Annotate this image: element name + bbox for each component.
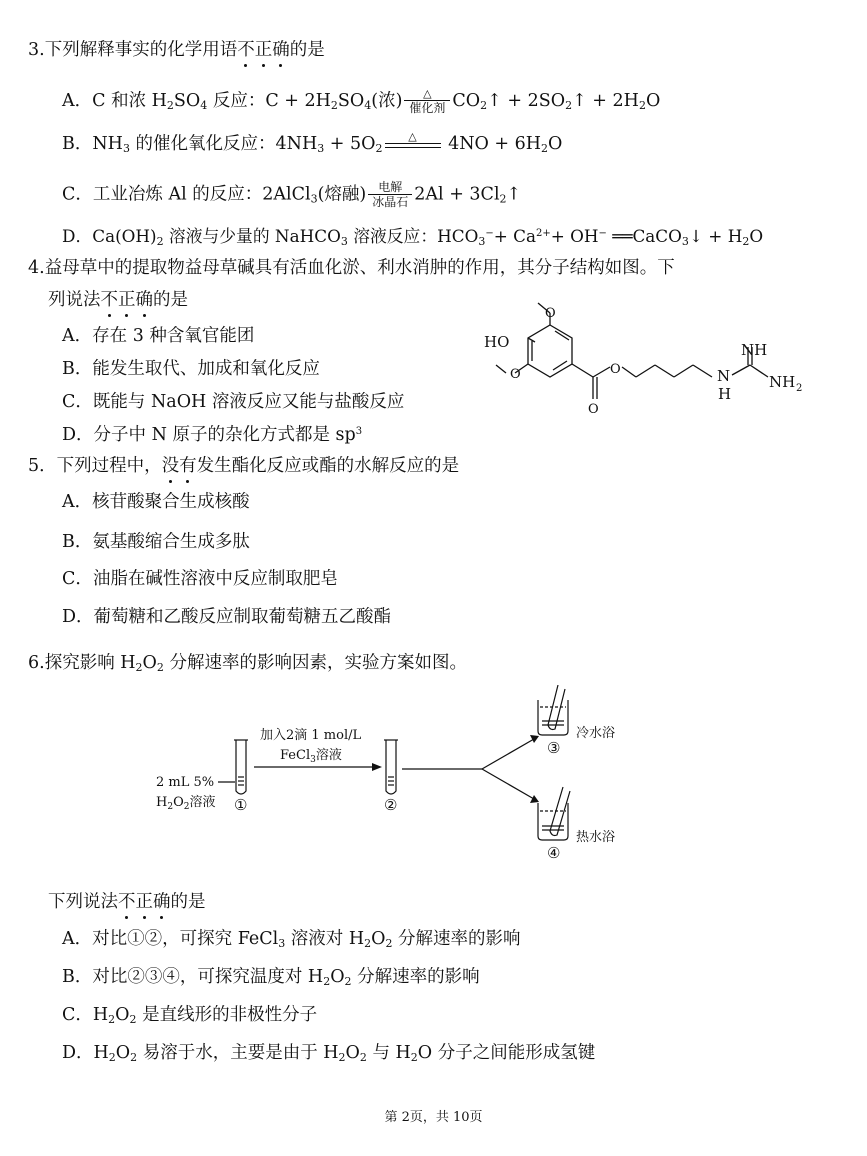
cold-bath-label: 冷水浴	[576, 726, 616, 741]
oxygen-label: O	[545, 306, 556, 321]
reaction-condition: 电解 冰晶石	[368, 181, 412, 209]
q4-option-c: C．既能与 NaOH 溶液反应又能与盐酸反应	[62, 392, 405, 412]
q4-option-a: A．存在 3 种含氧官能团	[62, 326, 255, 346]
reaction-condition: △	[385, 131, 441, 148]
amine-h-label: H	[718, 385, 732, 403]
q3-option-c: C．工业冶炼 Al 的反应：2AlCl$_3$(熔融) 电解 冰晶石 $2Al + 3Cl_2↑$	[62, 180, 522, 209]
q6-option-b: B．对比②③④，可探究温度对 $H_2O_2$ 分解速率的影响	[62, 967, 480, 988]
reagent-label: 加入2滴 1 mol/L	[260, 728, 362, 743]
q5-option-d: D．葡萄糖和乙酸反应制取葡萄糖五乙酸酯	[62, 607, 392, 627]
molecule-structure-diagram	[470, 295, 820, 425]
svg-text:2: 2	[796, 383, 803, 394]
q4-stem-line1: 4.益母草中的提取物益母草碱具有活血化淤、利水消肿的作用，其分子结构如图。下	[28, 258, 675, 278]
reagent-label-2: FeCl$_3$溶液	[280, 748, 342, 765]
oxygen-label: O	[510, 367, 521, 382]
q5-option-a: A．核苷酸聚合生成核酸	[62, 492, 250, 512]
reaction-condition: △ 催化剂	[404, 88, 450, 115]
q5-stem: 5．下列过程中，没有发生酯化反应或酯的水解反应的是	[28, 456, 460, 476]
q3-stem: 3.下列解释事实的化学用语不正确的是	[28, 40, 325, 60]
test-tube-2	[386, 740, 396, 794]
q5-option-c: C．油脂在碱性溶液中反应制取肥皂	[62, 569, 338, 589]
svg-text:H2O2溶液: $H_2O_2$溶液	[156, 795, 216, 812]
q6-option-c: C．$H_2O_2$ 是直线形的非极性分子	[62, 1005, 318, 1026]
emphasis-dots: 不正确	[237, 40, 290, 60]
q3-option-d: D．$Ca(OH)_2$ 溶液与少量的 NaHCO$_3$ 溶液反应：$HCO_3^-+ Ca^{2+}+ OH^-$ ══CaCO$_3$↓ + $H_2O$	[62, 226, 764, 248]
hydroxyl-label: HO	[484, 333, 510, 351]
q4-option-d: D．分子中 N 原子的杂化方式都是 $sp^3$	[62, 425, 363, 445]
q3-option-b: B．$NH_3$ 的催化氧化反应：$4NH_3 + 5O_2$ △ $4NO + 6H_2O$	[62, 130, 563, 155]
q3-option-a: A．C 和浓 $H_2SO_4$ 反应：$C + 2H_2SO_4$(浓) △ 催化剂 $CO_2↑$ + $2SO_2↑ + 2H_2O$	[62, 87, 661, 115]
q5-option-b: B．氨基酸缩合生成多肽	[62, 532, 250, 552]
page-footer: 第 2页，共 10页	[384, 1110, 483, 1125]
label-2: ②	[384, 796, 398, 814]
imine-label: NH	[741, 341, 768, 359]
hot-bath-label: 热水浴	[576, 830, 616, 845]
label-4: ④	[547, 844, 561, 862]
oxygen-label: O	[588, 402, 599, 417]
q6-option-a: A．对比①②，可探究 FeCl$_3$ 溶液对 $H_2O_2$ 分解速率的影响	[62, 929, 521, 950]
experiment-diagram	[140, 685, 660, 875]
label-1: ①	[234, 796, 248, 814]
label-3: ③	[547, 739, 561, 757]
initial-solution-label: 2 mL 5%	[156, 775, 215, 790]
q4-stem-line2: 列说法不正确的是	[48, 290, 188, 310]
amine-n-label: N	[717, 367, 731, 385]
oxygen-label: O	[610, 362, 621, 377]
q6-option-d: D．$H_2O_2$ 易溶于水，主要是由于 $H_2O_2$ 与 $H_2O$ 分子之间能形成氢键	[62, 1043, 596, 1064]
amino-label: NH	[769, 373, 796, 391]
q6-sub-stem: 下列说法不正确的是	[48, 892, 206, 912]
q4-option-b: B．能发生取代、加成和氧化反应	[62, 359, 320, 379]
test-tube-1	[236, 740, 246, 794]
q6-stem: 6.探究影响 $H_2O_2$ 分解速率的影响因素，实验方案如图。	[28, 653, 467, 674]
